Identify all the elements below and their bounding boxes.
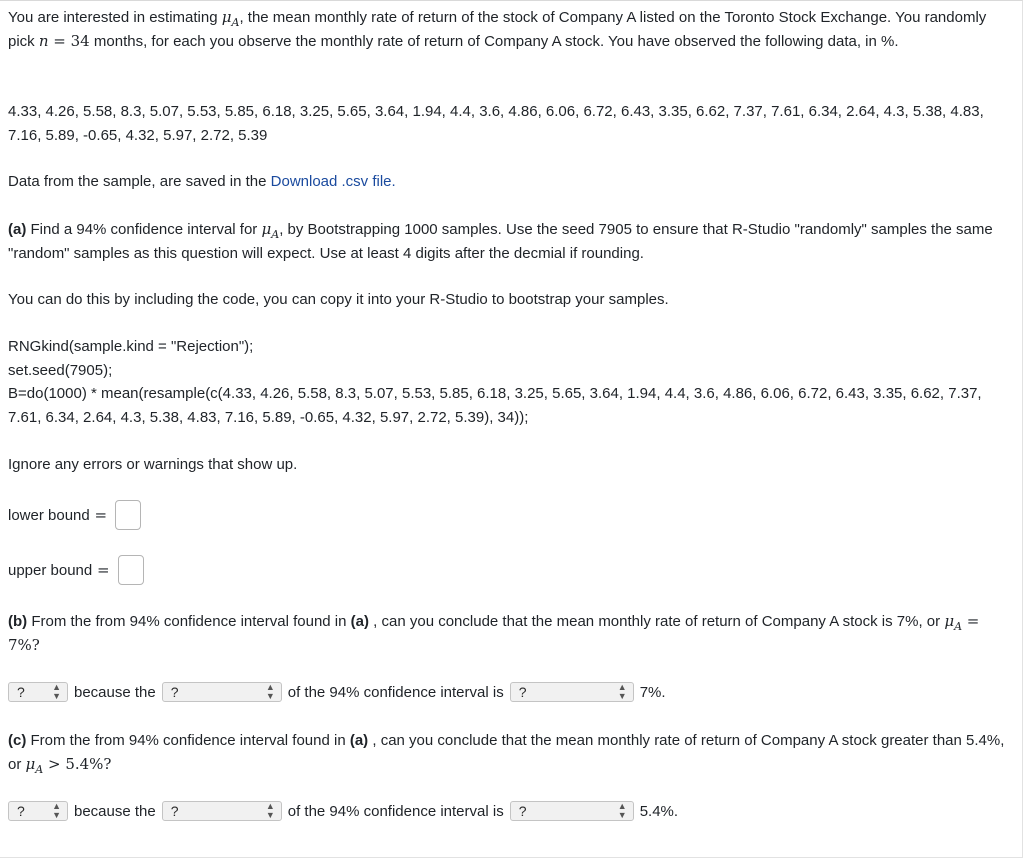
code-line: RNGkind(sample.kind = "Rejection"); xyxy=(8,338,254,355)
part-c-answer-row: ? ▲ ▼ because the ? ▲ ▼ of the 94% confidence interval is ? ▲ ▼ 5.4%. xyxy=(8,801,678,821)
download-line: Data from the sample, are saved in the Download .csv file. xyxy=(8,173,396,190)
ignore-note: Ignore any errors or warnings that show up. xyxy=(8,456,298,473)
data-values: 4.33, 4.26, 5.58, 8.3, 5.07, 5.53, 5.85, 6.18, 3.25, 5.65, 3.64, 1.94, 4.4, 3.6, 4.86, 6.06, 6.72, 6.43, 3.35, 6.62, 7.37, 7.61, 6.34, 2.64, 4.3, 5.38, 4.83, 7.16, 5.89, -0.65, 4.32, 5.97, 2.72, 5.39 xyxy=(8,103,984,144)
part-c-question: (c) From the from 94% confidence interval found in (a) , can you conclude that the mean monthly rate of return of Company A stock greater than 5.4%, or $\mu_A > 5.4\%$? xyxy=(8,732,1005,776)
updown-arrow-icon: ▲ ▼ xyxy=(52,801,61,820)
updown-arrow-icon: ▲ ▼ xyxy=(265,682,275,701)
part-a-question: (a) Find a 94% confidence interval for $\mu_A$, by Bootstrapping 1000 samples. Use the seed 7905 to ensure that R-Studio "randomly" samples the same "random" samples as this question will expect. Use at least 4 digits after the decmial if rounding. xyxy=(8,220,993,262)
r-code-block xyxy=(8,335,1008,429)
part-b-reason-select[interactable]: ? ▲ ▼ xyxy=(162,682,282,702)
updown-arrow-icon: ▲ ▼ xyxy=(52,682,61,701)
mu-symbol: $\mu_A$ xyxy=(944,612,963,633)
mu-symbol: $\mu_A$ xyxy=(221,8,240,29)
download-csv-link[interactable]: Download .csv file. xyxy=(270,173,396,190)
mu-symbol: $\mu_A$ xyxy=(25,754,44,776)
part-b-relation-select[interactable]: ? ▲ ▼ xyxy=(510,682,634,702)
part-b-question: (b) From the from 94% confidence interval found in (a) , can you conclude that the mean monthly rate of return of Company A stock is 7%, or $\mu_A = 7\%$? xyxy=(8,612,980,654)
code-intro: You can do this by including the code, you can copy it into your R-Studio to bootstrap your samples. xyxy=(8,291,669,308)
updown-arrow-icon: ▲ ▼ xyxy=(617,801,627,820)
updown-arrow-icon: ▲ ▼ xyxy=(617,682,627,701)
part-c-conclusion-select[interactable]: ? ▲ ▼ xyxy=(8,801,68,821)
intro-paragraph: You are interested in estimating $\mu_A$, the mean monthly rate of return of the stock of Company A listed on the Toronto Stock Exchange. You randomly pick n = 34 months, for each you observe the monthly rate of return of Company A stock. You have observed the following data, in %. xyxy=(8,8,987,50)
lower-bound-row xyxy=(8,500,141,530)
code-line: B=do(1000) * mean(resample(c(4.33, 4.26, 5.58, 8.3, 5.07, 5.53, 5.85, 6.18, 3.25, 5.65, 3.64, 1.94, 4.4, 3.6, 4.86, 6.06, 6.72, 6.43, 3.35, 6.62, 7.37, 7.61, 6.34, 2.64, 4.3, 5.38, 4.83, 7.16, 5.89, -0.65, 4.32, 5.97, 2.72, 5.39), 34)); xyxy=(8,385,982,426)
upper-bound-input[interactable] xyxy=(118,555,144,585)
upper-bound-label: upper bound = xyxy=(8,561,110,579)
part-c-reason-select[interactable]: ? ▲ ▼ xyxy=(162,801,282,821)
part-b-conclusion-select[interactable]: ? ▲ ▼ xyxy=(8,682,68,702)
part-c-relation-select[interactable]: ? ▲ ▼ xyxy=(510,801,634,821)
updown-arrow-icon: ▲ ▼ xyxy=(265,801,275,820)
part-b-answer-row: ? ▲ ▼ because the ? ▲ ▼ of the 94% confidence interval is ? ▲ ▼ 7%. xyxy=(8,682,666,702)
code-line: set.seed(7905); xyxy=(8,361,113,379)
mu-symbol: $\mu_A$ xyxy=(261,220,280,241)
lower-bound-label: lower bound = xyxy=(8,506,108,524)
upper-bound-row xyxy=(8,555,144,585)
lower-bound-input[interactable] xyxy=(115,500,141,530)
